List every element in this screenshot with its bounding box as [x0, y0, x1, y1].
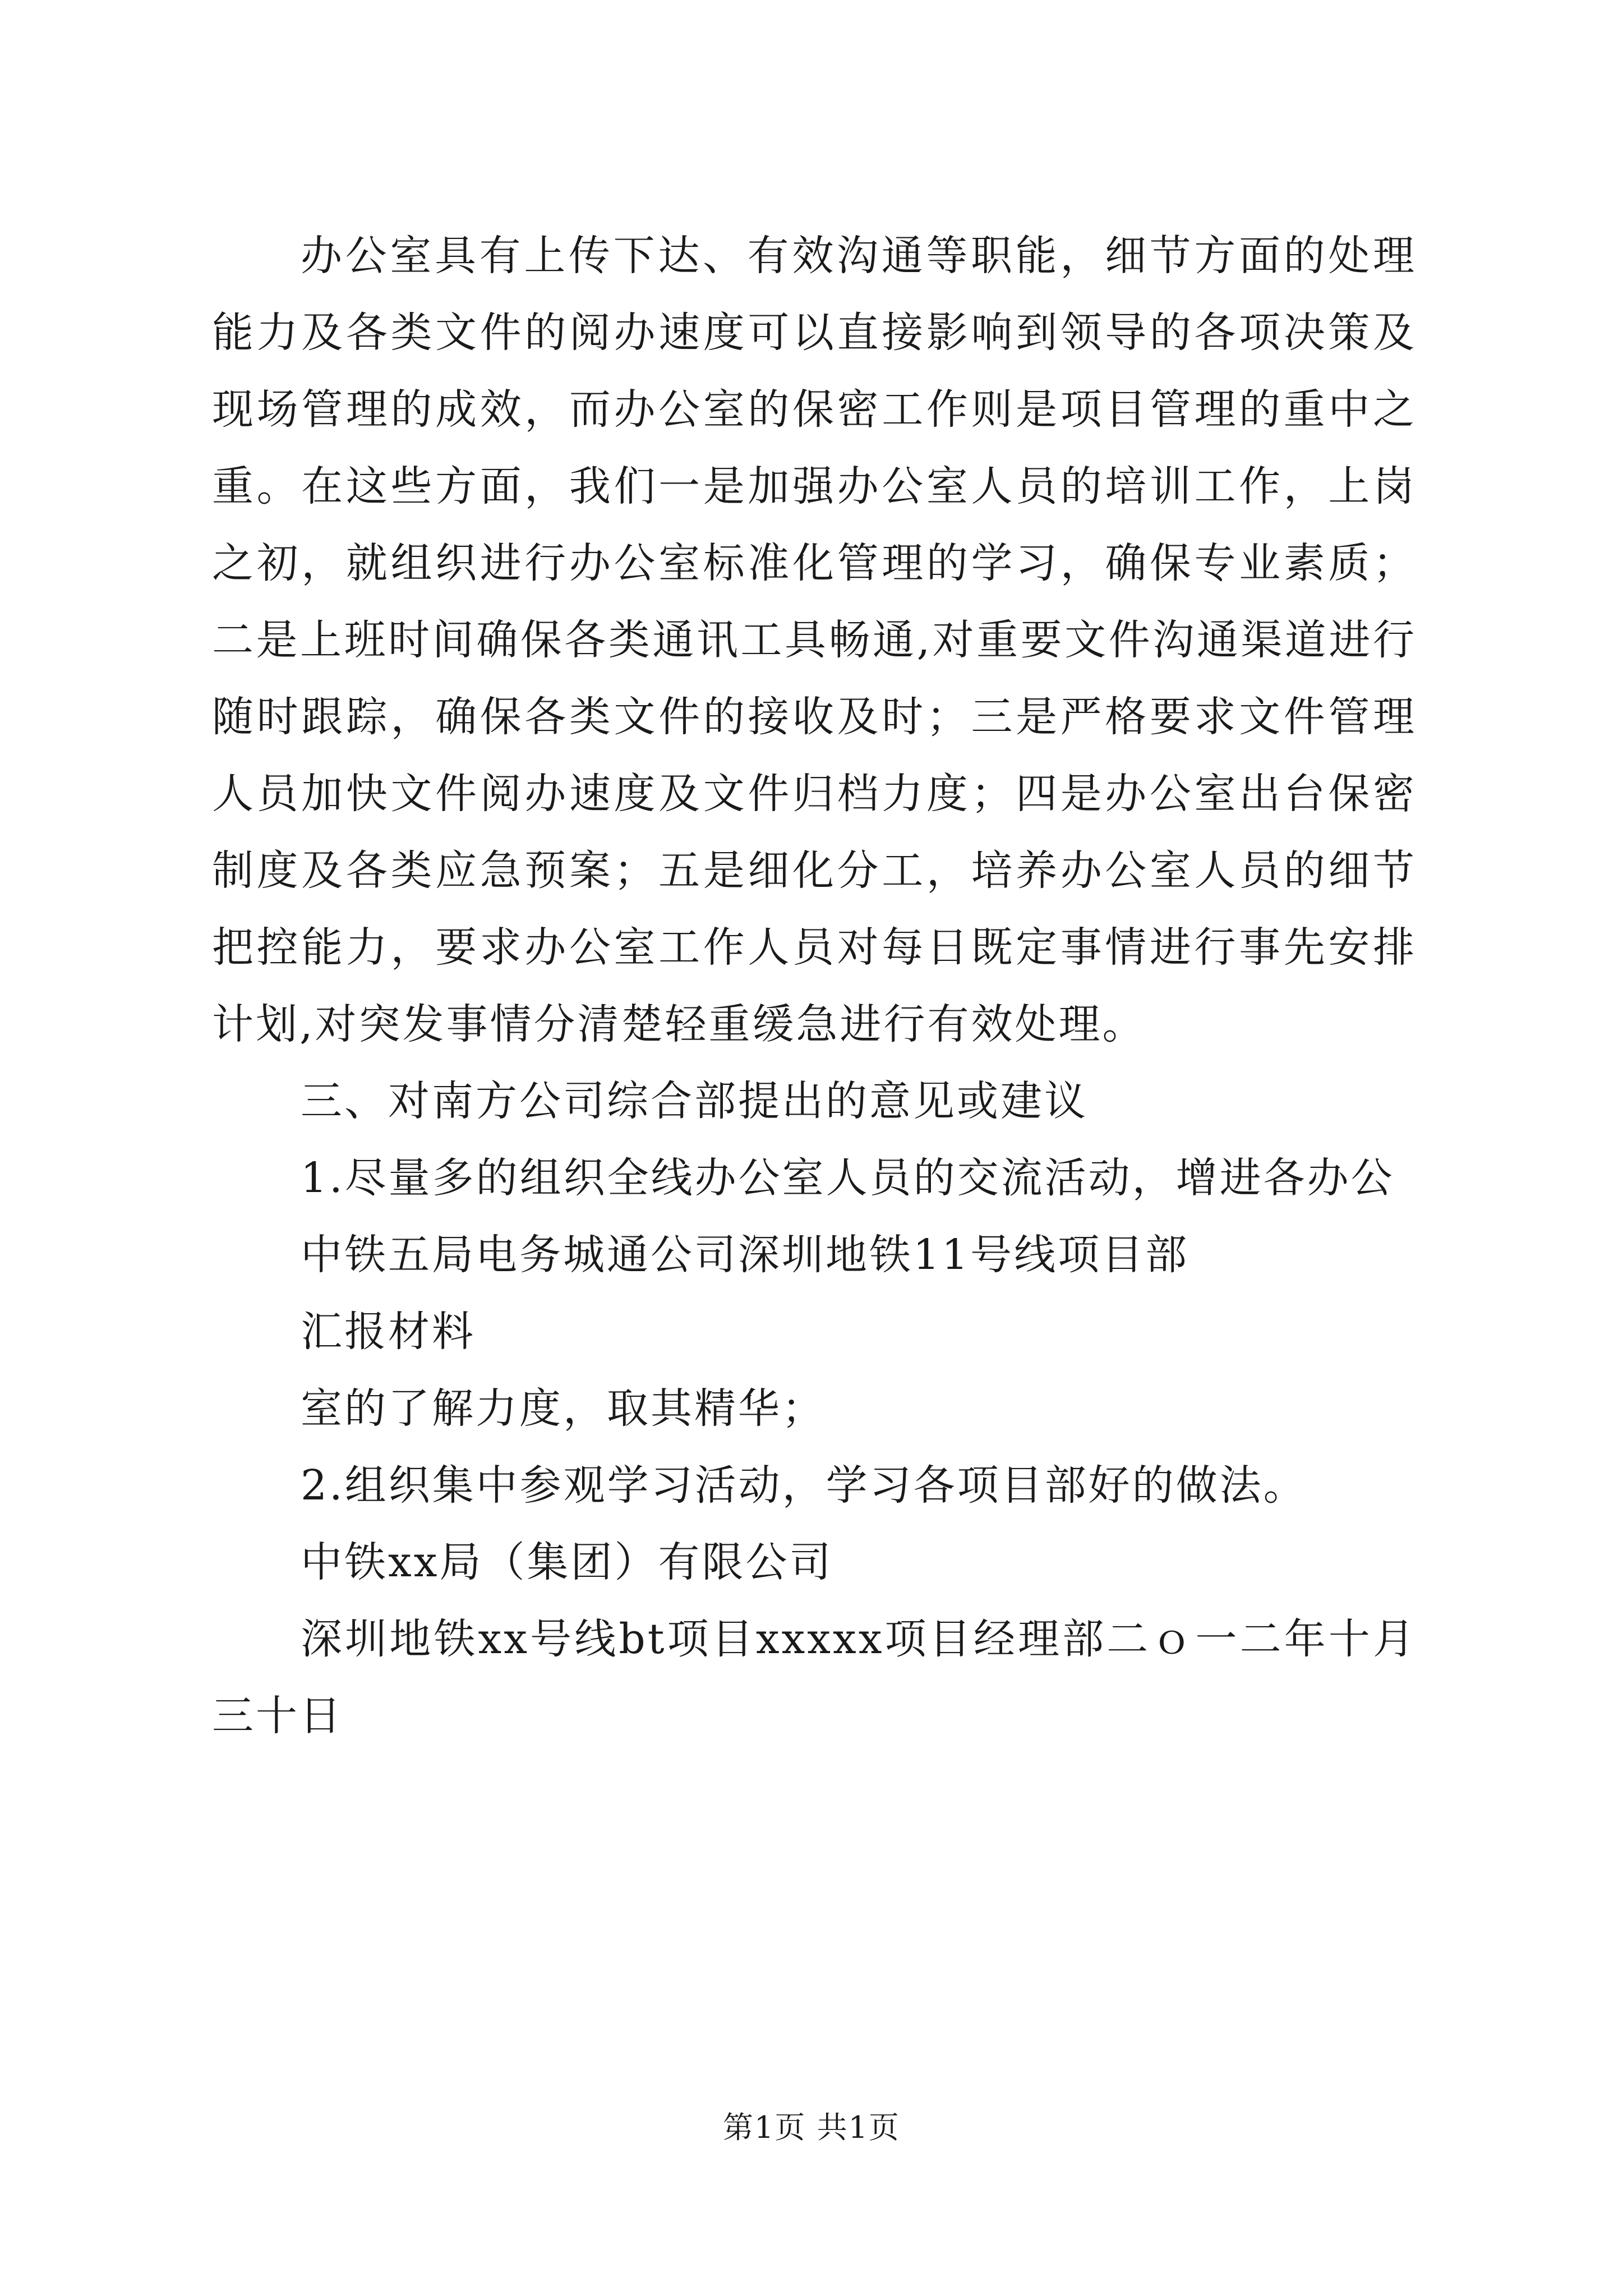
signature-department-date: 深圳地铁xx号线bt项目xxxxx项目经理部二ｏ一二年十月三十日 [212, 1615, 1417, 1740]
project-header-line: 中铁五局电务城通公司深圳地铁11号线项目部 [301, 1231, 1189, 1279]
page-number-footer: 第1页 共1页 [723, 2110, 900, 2145]
suggestion-item-2: 2.组织集中参观学习活动，学习各项目部好的做法。 [301, 1461, 1307, 1510]
section-heading-suggestions: 三、对南方公司综合部提出的意见或建议 [301, 1077, 1088, 1125]
paragraph-office-duties: 办公室具有上传下达、有效沟通等职能，细节方面的处理能力及各类文件的阅办速度可以直接影响到领导的各项决策及现场管理的成效，而办公室的保密工作则是项目管理的重中之重。在这些方面，我们一是加强办公室人员的培训工作，上岗之初，就组织进行办公室标准化管理的学习，确保专业素质；二是上班时间确保各类通讯工具畅通,对重要文件沟通渠道进行随时跟踪，确保各类文件的接收及时；三是严格要求文件管理人员加快文件阅办速度及文件归档力度；四是办公室出台保密制度及各类应急预案；五是细化分工，培养办公室人员的细节把控能力，要求办公室工作人员对每日既定事情进行事先安排计划,对突发事情分清楚轻重缓急进行有效处理。 [212, 232, 1417, 1048]
document-body [212, 218, 1417, 1755]
report-title-line: 汇报材料 [301, 1308, 476, 1356]
suggestion-item-1: 1.尽量多的组织全线办公室人员的交流活动，增进各办公 [301, 1154, 1395, 1202]
suggestion-item-1-continued: 室的了解力度，取其精华； [301, 1384, 826, 1433]
signature-company: 中铁xx局（集团）有限公司 [301, 1538, 833, 1586]
